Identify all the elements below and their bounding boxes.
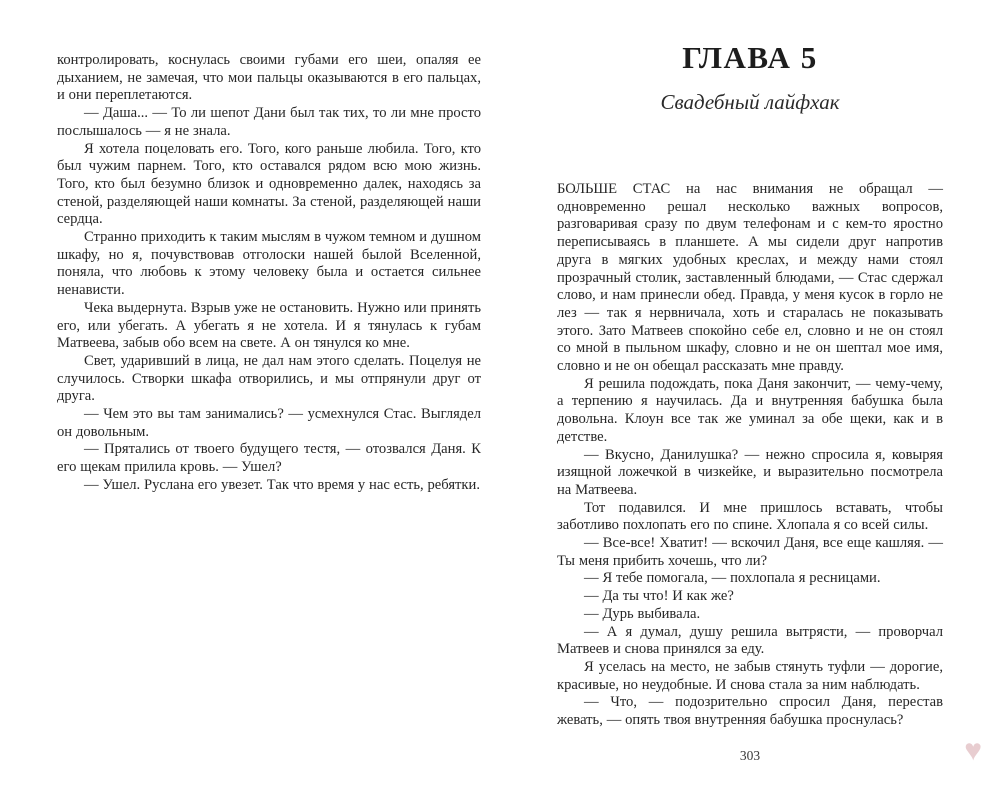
paragraph: — Я тебе помогала, — похлопала я ресницами. (584, 570, 881, 587)
paragraph: Я хотела поцеловать его. Того, кого раньше любила. Того, кто был чужим парнем. Того, кто оставался рядом всю мою жизнь. Того, кто был безумно близок и одновременно далек, находясь за стеной, разделяющей наши комнаты. За стеной, разделяющей наши сердца. (57, 140, 481, 228)
left-page (57, 52, 481, 495)
paragraph: контролировать, коснулась своими губами его шеи, опаляя ее дыханием, не замечая, что мои пальцы оказываются в его пальцах, и они переплетаются. (57, 52, 481, 104)
paragraph: — Все-все! Хватит! — вскочил Даня, все еще кашляя. — Ты меня прибить хочешь, что ли? (557, 535, 943, 569)
paragraph: Я уселась на место, не забыв стянуть туфли — дорогие, красивые, но неудобные. И снова стала за ним наблюдать. (557, 658, 943, 693)
paragraph: Чека выдернута. Взрыв уже не остановить. Нужно или принять его, или убегать. А убегать я не хотела. И я тянулась к губам Матвеева, забыв обо всем на свете. А он тянулся ко мне. (57, 299, 481, 352)
paragraph: — Чем это вы там занимались? — усмехнулся Стас. Выглядел он довольным. (57, 406, 481, 440)
paragraph: — Что, — подозрительно спросил Даня, перестав жевать, — опять твоя внутренняя бабушка проснулась? (557, 694, 943, 729)
paragraph: Свет, ударивший в лица, не дал нам этого сделать. Поцелуя не случилось. Створки шкафа отворились, и мы отпрянули друг от друга. (57, 352, 481, 405)
chapter-body (557, 181, 943, 730)
chapter-subtitle: Свадебный лайфхак (660, 90, 840, 114)
chapter-title: ГЛАВА 5 (682, 40, 818, 75)
paragraph: — Вкусно, Данилушка? — нежно спросила я, ковыряя изящной ложечкой в чизкейке, и выразительно посмотрела на Матвеева. (557, 446, 943, 498)
paragraph: — Да ты что! И как же? (584, 588, 734, 605)
paragraph: — Прятались от твоего будущего тестя, — отозвался Даня. К его щекам прилила кровь. — Ушел? (57, 441, 481, 476)
paragraph: — Дурь выбивала. (584, 605, 701, 622)
paragraph: БОЛЬШЕ СТАС на нас внимания не обращал — одновременно решал несколько важных вопросов, разговаривая сразу по двум телефонам и с кем-то яростно переписываясь в планшете. А мы сидели друг напротив друга в мягких удобных креслах, и между нами стоял прозрачный столик, заставленный блюдами, — Стас сдержал слово, и нам принесли обед. Правда, у меня кусок в горло не лез — так я нервничала, хоть и старалась не показывать этого. Зато Матвеев спокойно себе ел, словно и не он стоял со мной в пыльном шкафу, словно и не он шептал мое имя, словно и не он обещал рассказать мне правду. (557, 181, 943, 375)
paragraph: — Ушел. Руслана его увезет. Так что время у нас есть, ребятки. (84, 476, 480, 493)
paragraph: — Даша... — То ли шепот Дани был так тих, то ли мне просто послышалось — я не знала. (57, 105, 481, 139)
paragraph: Странно приходить к таким мыслям в чужом темном и душном шкафу, но я, почувствовав отголоски нашей былой Вселенной, поняла, что любовь к этому человеку была и остается сильнее ненависти. (57, 229, 481, 299)
paragraph: Тот подавился. И мне пришлось вставать, чтобы заботливо похлопать его по спине. Хлопала я со всей силы. (557, 499, 943, 534)
heart-icon[interactable]: ♥ (964, 734, 982, 767)
paragraph: Я решила подождать, пока Даня закончит, — чему-чему, а терпению я научилась. Да и внутренняя бабушка была довольна. Клоун все так же уминал за обе щеки, как и в детстве. (557, 375, 943, 445)
paragraph: — А я думал, душу решила вытрясти, — проворчал Матвеев и снова принялся за еду. (557, 623, 943, 658)
page-number: 303 (739, 748, 761, 763)
right-page (557, 40, 943, 730)
